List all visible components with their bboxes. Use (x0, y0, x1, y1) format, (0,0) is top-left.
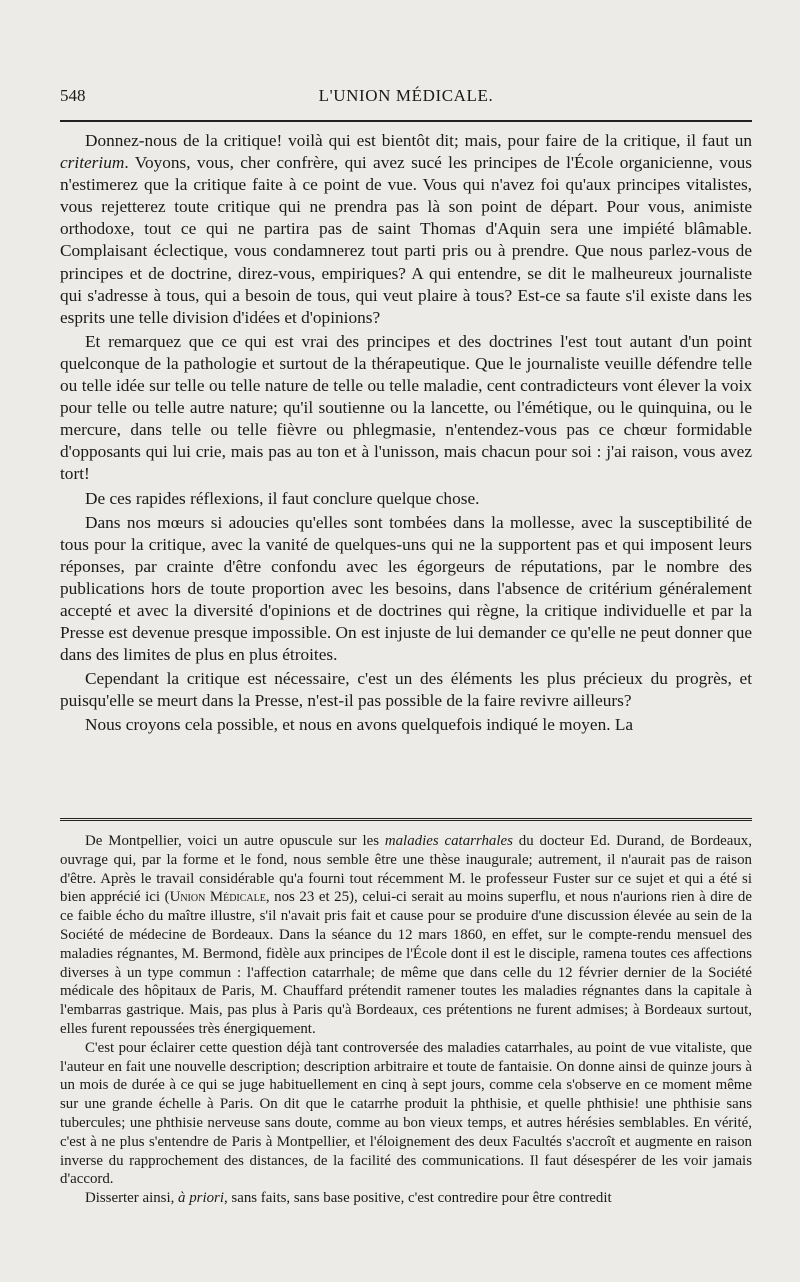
page-number: 548 (60, 86, 86, 105)
italic-title: maladies catarrhales (384, 833, 513, 849)
header-rule (60, 120, 752, 122)
paragraph-6: Nous croyons cela possible, et nous en avons quelquefois indiqué le moyen. La (85, 715, 634, 735)
note-paragraph-3: Disserter ainsi, à priori, sans faits, sans base positive, c'est contredire pour être contredit (85, 1190, 612, 1207)
footnote-rule (60, 818, 752, 823)
feuilleton-text (60, 832, 752, 1208)
note-paragraph-1: De Montpellier, voici un autre opuscule sur les maladies catarrhales du docteur Ed. Durand, de Bordeaux, ouvrage qui, par la forme et le fond, nous semble être une thèse inaugurale; autrement, il n'aurait pas de raison d'être. Après le travail considérable qu'a fourni tout récemment M. le professeur Fuster sur ce sujet et qui a été si bien apprécié ici (Union Médicale, nos 23 et 25), celui-ci serait au moins superflu, et nous n'aurions rien à dire de ce faible écho du maître illustre, s'il n'avait pris fait et cause pour se produire d'une discussion élevée au sein de la Société de médecine de Bordeaux. Dans la séance du 12 mars 1860, en effet, sur le compte-rendu mensuel des maladies régnantes, M. Bermond, fidèle aux principes de l'École dont il est le disciple, ramena toutes ces affections diverses à un type commun : l'affection catarrhale; de même que dans celle du 12 février dernier de la Société médicale des hôpitaux de Paris, M. Chauffard prétendit ramener toutes les maladies régnantes dans la capitale à l'embarras gastrique. Mais, pas plus à Paris qu'à Bordeaux, ces prétentions ne furent admises; à Bordeaux surtout, elles furent repoussées très énergiquement. (60, 833, 752, 1037)
paragraph-3: De ces rapides réflexions, il faut conclure quelque chose. (85, 488, 480, 508)
italic-term: criterium (60, 153, 125, 173)
journal-ref: Union Médicale (169, 889, 266, 906)
paragraph-1: Donnez-nous de la critique! voilà qui est bientôt dit; mais, pour faire de la critique, il faut un criterium. Voyons, vous, cher confrère, qui avez sucé les principes de l'École organicienne, vous n'estimerez que la critique faite à ce point de vue. Vous qui n'avez foi qu'aux principes vitalistes, vous rejetterez toute critique qui ne prendra pas là son point de départ. Pour vous, animiste orthodoxe, tout ce qui ne partira pas de saint Thomas d'Aquin sera une impiété blâmable. Complaisant éclectique, vous condamnerez tout parti pris ou à prendre. Que nous parlez-vous de principes et de doctrine, direz-vous, empiriques? A qui entendre, se dit le malheureux journaliste qui s'adresse à tous, qui a besoin de tous, qui veut plaire à tous? Est-ce sa faute s'il existe dans les esprits une telle division d'idées et d'opinions? (60, 131, 752, 327)
paragraph-2: Et remarquez que ce qui est vrai des principes et des doctrines l'est tout autant d'un point quelconque de la pathologie et surtout de la thérapeutique. Que le journaliste veuille défendre telle ou telle idée sur telle ou telle nature de telle ou telle maladie, cent contradicteurs vont élever la voix pour telle ou telle autre nature; qu'il soutienne ou la lancette, ou l'émétique, ou le quinquina, ou le mercure, dans telle ou telle fièvre ou phlegmasie, n'entendez-vous pas ce chœur formidable d'opposants qui lui crie, mais pas au ton et à l'unisson, mais chacun pour soi : j'ai raison, vous avez tort! (60, 331, 752, 484)
paragraph-4: Dans nos mœurs si adoucies qu'elles sont tombées dans la mollesse, avec la susceptibilité de tous pour la critique, avec la vanité de quelques-uns qui ne la supportent pas et qui imposent leurs réponses, par crainte d'être confondu avec les égorgeurs de réputations, par le nombre des publications hors de toute proportion avec les besoins, dans l'absence de critérium généralement accepté et avec la diversité d'opinions et de doctrines qui règne, la critique individuelle et par la Presse est devenue presque impossible. On est injuste de lui demander ce qu'elle ne peut donner que dans des limites de plus en plus étroites. (60, 512, 752, 665)
paragraph-5: Cependant la critique est nécessaire, c'est un des éléments les plus précieux du progrès, et puisqu'elle se meurt dans la Presse, n'est-il pas possible de la faire revivre ailleurs? (60, 669, 752, 711)
note-paragraph-2: C'est pour éclairer cette question déjà tant controversée des maladies catarrhales, au point de vue vitaliste, que l'auteur en fait une nouvelle description; description arbitraire et toute de fantaisie. On donne ainsi de quinze jours à un mois de durée à ce qui se juge habituellement en cinq à sept jours, comme cela s'observe en ce moment même sur une grande échelle à Paris. On dit que le catarrhe produit la phthisie, et quelle phthisie! une phthisie sans tubercules; une phthisie nerveuse sans doute, comme au bon vieux temps, et autres hérésies semblables. En vérité, c'est à ne plus s'entendre de Paris à Montpellier, et l'éloignement des deux Facultés s'accroît et augmente en raison inverse du rapprochement des distances, de la facilité des communications. Il faut désespérer de les voir jamais d'accord. (60, 1039, 752, 1188)
journal-title: L'UNION MÉDICALE. (318, 86, 494, 105)
italic-phrase: à priori (178, 1190, 224, 1207)
main-text (60, 130, 752, 739)
running-header (60, 86, 752, 112)
